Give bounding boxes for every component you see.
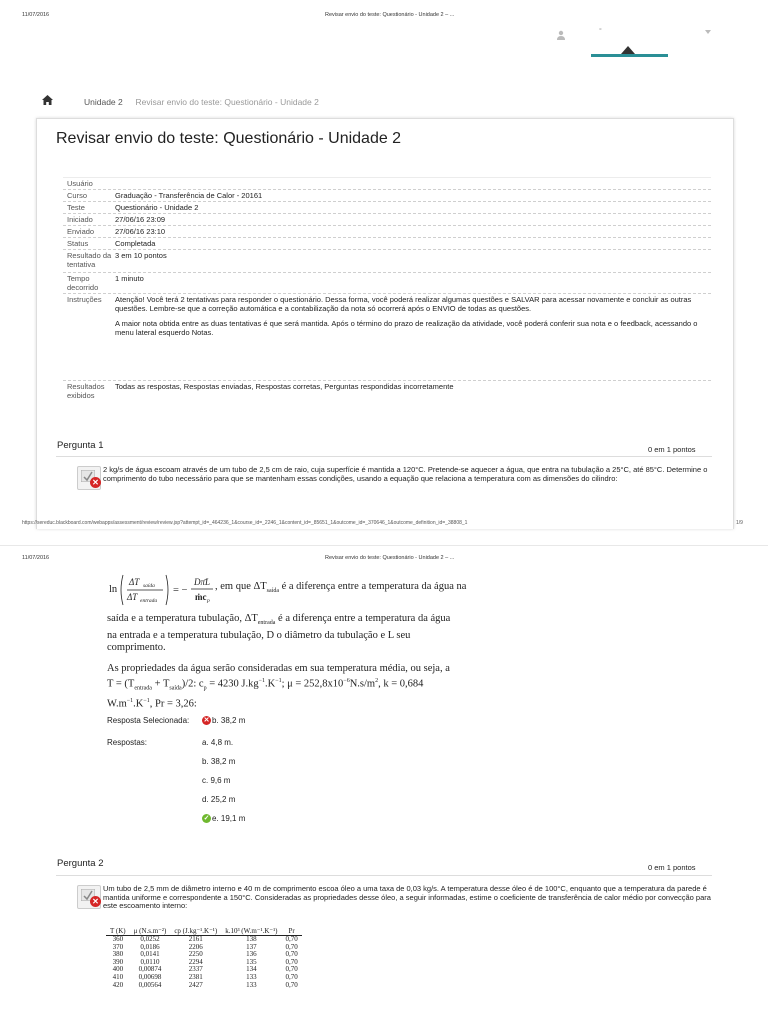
svg-text:ln: ln [109,584,118,595]
info-value: 27/06/16 23:10 [115,227,166,236]
properties-sup: −6 [343,678,350,685]
table-header: Pr [288,927,295,935]
properties-sup: −1 [258,678,265,685]
explanation-text: é a diferença entre a temperatura da água [275,613,451,624]
home-icon[interactable] [42,95,53,105]
table-cell: 0,70 [285,950,298,959]
properties-text: + T [151,678,170,690]
table-cell: 2206 [188,942,203,951]
properties-sup: −1 [126,698,134,705]
table-cell: 380 [112,950,124,959]
info-value: 3 em 10 pontos [115,251,167,260]
properties-text: )/2: c [181,678,204,690]
table-cell: 137 [246,942,257,951]
info-value [115,178,711,189]
print-page: 1/9 [736,520,743,526]
table-header: T (K) [110,927,126,935]
table-cell: 360 [112,935,124,943]
answer-option: a. 4,8 m. [202,738,234,747]
table-cell: 400 [112,965,124,974]
svg-text:ṁc: ṁc [195,592,207,602]
answers-label: Respostas: [107,738,148,747]
explanation-text: comprimento. [107,642,166,654]
properties-sub: entrada [134,685,152,692]
selected-answer [202,716,245,725]
table-cell: 0,70 [285,980,298,989]
info-label: Usuário [67,179,93,188]
equation-tail: , em que ΔT [215,581,267,592]
answer-option-correct [202,814,245,823]
answer-option: b. 38,2 m [202,757,236,766]
table-cell: 133 [246,972,257,981]
equation-sub: saída [266,588,279,595]
info-label: Status [67,239,89,248]
table-row [106,974,302,982]
info-label: Teste [67,203,85,212]
table-row [106,944,302,952]
info-label: Resultados exibidos [67,382,105,400]
properties-sup: −1 [275,678,282,685]
info-value: Graduação - Transferência de Calor - 20161 [115,191,263,200]
answer-option: e. 19,1 m [212,814,246,823]
info-value: 27/06/16 23:09 [115,215,166,224]
properties-sup: −1 [143,698,150,705]
properties-text: , Pr = 3,26: [149,698,197,710]
info-value: 1 minuto [115,274,144,283]
info-label: Resultado da tentativa [67,251,112,269]
table-cell: 136 [246,950,257,959]
table-cell: 2427 [188,980,203,989]
attempt-info-table [63,177,711,401]
selected-answer-value: b. 38,2 m [212,716,246,725]
table-row [106,951,302,959]
properties-text: , k = 0,684 [378,678,424,690]
table-cell: 2337 [188,965,203,974]
table-cell: 138 [246,935,257,943]
properties-text: .K [264,678,276,690]
equation-tail-2: é a diferença entre a temperatura da água na [278,581,467,592]
properties-text: .K [133,698,144,710]
question-1-points: 0 em 1 pontos [648,445,696,454]
table-cell: 134 [246,965,257,974]
explanation-sub: entrada [257,620,276,627]
table-cell: 0,70 [285,935,298,943]
table-cell: 370 [112,942,124,951]
info-label: Enviado [67,227,95,236]
table-header: μ (N.s.m⁻²) [133,927,167,935]
question-2-text: Um tubo de 2,5 mm de diâmetro interno e 40 m de comprimento escoa óleo a uma taxa de 0,03 kg/s. A temperatura desse óleo é de 100°C, enquanto que a temperatura da parede é mantida uniforme e correspondente a 150°C. Consideradas as propriedades desse óleo, a seguir informadas, estime o coeficiente de transferência de calor médio por convecção para este escoamento interno: [103,884,711,910]
explanation-text: na entrada e a temperatura tubulação, D o diâmetro da tubulação e L seu [107,629,411,641]
question-1-explanation [107,613,727,711]
equation-line [107,572,727,610]
info-value: Completada [115,239,156,248]
properties-text: As propriedades da água serão consideradas em sua temperatura média, ou seja, a [107,662,450,674]
properties-sub: saída [169,685,182,692]
table-cell: 0,70 [285,965,298,974]
info-value: Questionário - Unidade 2 [115,203,199,212]
table-row [106,959,302,967]
person-icon[interactable] [556,30,566,40]
question-1-text: 2 kg/s de água escoam através de um tubo de 2,5 cm de raio, cuja superfície é mantida a 120°C. Pretende-se aquecer a água, que entra na tubulação a 25°C, até 85°C. Determine o comprimento do tubo necessário para que se mantenham essas condições, usando a equação que relaciona a temperatura com as dimensões do cilindro: [103,465,708,483]
svg-text:p: p [207,598,210,604]
page-title: Revisar envio do teste: Questionário - Unidade 2 [56,130,402,147]
table-cell: 0,70 [285,942,298,951]
print-title: Revisar envio do teste: Questionário - Unidade 2 – ... [325,555,455,561]
table-cell: 0,00564 [138,980,162,989]
properties-text: T = (T [107,678,135,690]
properties-text: W.m [107,698,127,710]
table-cell: 420 [112,980,124,989]
table-cell: 0,0252 [140,935,160,943]
svg-text:Dπ̄L: Dπ̄L [194,577,211,587]
table-cell: 0,0141 [140,950,160,959]
breadcrumb-item-current: Revisar envio do teste: Questionário - Unidade 2 [135,97,319,107]
print-date: 11/07/2016 [22,555,50,561]
question-2-points: 0 em 1 pontos [648,863,696,872]
info-label: Curso [67,191,88,200]
properties-text: N.s/m [349,678,376,690]
print-date: 11/07/2016 [22,12,50,18]
question-2-status [77,885,101,909]
svg-text:ΔT: ΔT [129,577,140,587]
info-value: Todas as respostas, Respostas enviadas, Respostas corretas, Perguntas respondidas incorretamente [115,382,454,391]
incorrect-icon: ✕ [203,717,210,725]
correct-icon: ✓ [203,815,210,823]
table-cell: 390 [112,957,124,966]
incorrect-icon: ✕ [90,477,101,488]
incorrect-icon: ✕ [90,896,101,907]
table-cell: 133 [246,980,257,989]
instructions-paragraph: Atenção! Você terá 2 tentativas para responder o questionário. Dessa forma, você poderá realizar algumas questões e SALVAR para acessar novamente e concluir as outras questões. Lembre-se que a correção automática e a contabilização da nota só ocorrerá após o ENVIO de todas as questões. [115,295,692,313]
table-cell: 135 [246,957,257,966]
table-cell: 0,0186 [140,942,160,951]
table-header: k.10³ (W.m⁻¹.K⁻¹) [225,927,278,935]
print-url: https://sereduc.blackboard.com/webapps/assessment/review/review.jsp?attempt_id=_464236_1&course_id=_2246_1&content_id=_85651_1&outcome_id=_370646_1&outcome_definition_id=_38808_1 [22,520,468,526]
divider [56,456,712,457]
explanation-text: saída e a temperatura tubulação, ΔT [107,613,258,624]
print-title: Revisar envio do teste: Questionário - Unidade 2 – ... [325,12,455,18]
answer-option: d. 25,2 m [202,795,236,804]
oil-properties-table-wrap [106,928,302,989]
answer-option: c. 9,6 m [202,776,231,785]
oil-properties-table [106,928,302,989]
chevron-down-icon[interactable] [705,30,711,34]
table-cell: 0,70 [285,972,298,981]
menu-indicator: ° [599,28,602,35]
table-cell: 0,0110 [140,957,160,966]
table-cell: 410 [112,972,124,981]
svg-text:entrada: entrada [140,598,158,604]
table-row [106,936,302,944]
table-header: cp (J.kg⁻¹.K⁻¹) [174,927,218,935]
question-1-status [77,466,101,490]
table-row [106,982,302,990]
selected-answer-label: Resposta Selecionada: [107,716,190,725]
table-cell: 2294 [188,957,203,966]
breadcrumb [84,97,319,107]
breadcrumb-item-unidade[interactable]: Unidade 2 [84,97,123,107]
properties-sup: 2 [375,678,379,685]
svg-text:saída: saída [143,583,155,589]
active-tab-triangle-icon [621,46,635,54]
page-separator [0,545,768,546]
svg-text:= −: = − [173,585,188,596]
question-1-title: Pergunta 1 [57,440,104,451]
instructions-paragraph: A maior nota obtida entre as duas tentativas é que será mantida. Após o término do prazo de realização da atividade, você poderá conferir sua nota e o feedback, acessando o menu lateral esquerdo Notas. [115,319,698,337]
properties-text: ; μ = 252,8x10 [281,678,344,690]
properties-text: = 4230 J.kg [206,678,259,690]
table-cell: 0,70 [285,957,298,966]
table-cell: 2381 [188,972,203,981]
info-label: Iniciado [67,215,93,224]
active-tab-underline [591,54,668,57]
properties-sub: p [203,685,207,692]
divider [56,875,712,876]
question-2-title: Pergunta 2 [57,858,104,869]
table-cell: 2161 [188,935,203,943]
info-label: Instruções [67,295,102,304]
table-row [106,966,302,974]
table-cell: 0,00874 [138,965,162,974]
table-cell: 2250 [188,950,203,959]
table-cell: 0,00698 [138,972,162,981]
svg-text:ΔT: ΔT [127,592,138,602]
info-label: Tempo decorrido [67,274,99,292]
